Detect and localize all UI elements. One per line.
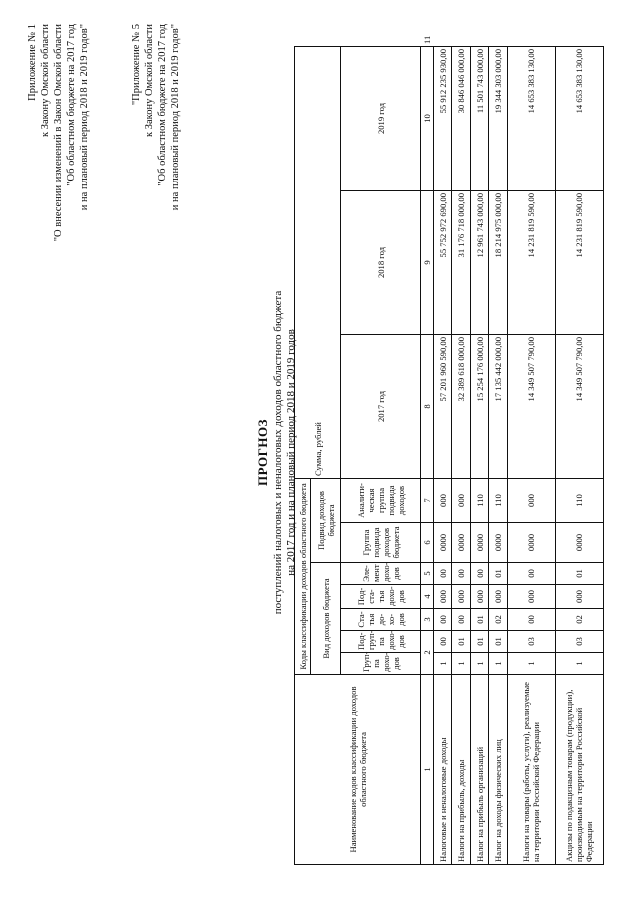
- row-name: Налоги на товары (работы, услуги), реализуемые на территории Российской Федерации: [507, 675, 555, 865]
- header-subarticle: Под-ста-тья дохо-дов: [341, 585, 421, 609]
- code-group: 1: [434, 653, 452, 675]
- code-article: 00: [452, 609, 470, 631]
- row-name: Налог на прибыль организаций: [470, 675, 488, 865]
- colnum-2: 2: [421, 631, 434, 675]
- code-subgroup: 01: [470, 631, 488, 653]
- code-element: 00: [434, 563, 452, 585]
- appendix-5-line1: "Приложение № 5: [131, 24, 142, 106]
- code-element: 00: [452, 563, 470, 585]
- value-2017: 57 201 960 590,00: [434, 335, 452, 479]
- appendix-1-line5: и на плановый период 2018 и 2019 годов": [79, 24, 90, 211]
- code-subtype-group: 0000: [555, 523, 603, 563]
- code-analytic-group: 110: [470, 479, 488, 523]
- value-2019: 11 501 743 000,00: [470, 46, 488, 190]
- value-2017: 14 349 507 790,00: [555, 335, 603, 479]
- table-row: [470, 46, 488, 864]
- row-name: Налоговые и неналоговые доходы: [434, 675, 452, 865]
- code-element: 00: [507, 563, 555, 585]
- header-2017: 2017 год: [341, 335, 421, 479]
- header-2019: 2019 год: [341, 46, 421, 190]
- colnum-9: 9: [421, 191, 434, 335]
- appendix-5-line2: к Закону Омской области: [144, 24, 155, 138]
- value-2017: 15 254 176 000,00: [470, 335, 488, 479]
- code-subgroup: 03: [555, 631, 603, 653]
- code-subtype-group: 0000: [489, 523, 507, 563]
- code-group: 1: [470, 653, 488, 675]
- value-2018: 31 176 718 000,00: [452, 191, 470, 335]
- row-name: Акцизы по подакцизным товарам (продукции), производимым на территории Российской Федерации: [555, 675, 603, 865]
- header-name: Наименование кодов классификации доходов областного бюджета: [295, 675, 421, 865]
- row-name: Налог на доходы физических лиц: [489, 675, 507, 865]
- code-subgroup: 01: [452, 631, 470, 653]
- code-subarticle: 000: [555, 585, 603, 609]
- colnum-8: 8: [421, 335, 434, 479]
- table-row: [507, 46, 555, 864]
- value-2018: 18 214 975 000,00: [489, 191, 507, 335]
- code-element: 00: [470, 563, 488, 585]
- header-codes: Коды классификации доходов областного бюджета: [295, 479, 311, 675]
- row-name: Налоги на прибыль, доходы: [452, 675, 470, 865]
- code-group: 1: [489, 653, 507, 675]
- code-article: 00: [507, 609, 555, 631]
- code-analytic-group: 000: [452, 479, 470, 523]
- colnum-1: 1: [421, 675, 434, 865]
- code-subgroup: 01: [489, 631, 507, 653]
- colnum-4: 4: [421, 585, 434, 609]
- value-2019: 19 344 303 000,00: [489, 46, 507, 190]
- code-element: 01: [489, 563, 507, 585]
- code-element: 01: [555, 563, 603, 585]
- colnum-6: 6: [421, 523, 434, 563]
- header-sum: Сумма, рублей: [295, 46, 341, 478]
- code-group: 1: [555, 653, 603, 675]
- header-analytic-group: Аналити-ческая группа подвида доходов: [341, 479, 421, 523]
- value-2017: 14 349 507 790,00: [507, 335, 555, 479]
- code-subgroup: 00: [434, 631, 452, 653]
- code-group: 1: [452, 653, 470, 675]
- value-2019: 55 912 235 930,00: [434, 46, 452, 190]
- colnum-3: 3: [421, 609, 434, 631]
- colnum-7: 7: [421, 479, 434, 523]
- header-subtype-group: Группа подвида доходов бюджета: [341, 523, 421, 563]
- code-article: 00: [434, 609, 452, 631]
- header-type: Вид доходов бюджета: [311, 563, 341, 675]
- code-article: 02: [489, 609, 507, 631]
- value-2017: 17 135 442 000,00: [489, 335, 507, 479]
- code-analytic-group: 110: [489, 479, 507, 523]
- value-2018: 14 231 819 590,00: [555, 191, 603, 335]
- revenue-forecast-table: [294, 35, 604, 865]
- table-row: [489, 46, 507, 864]
- code-subarticle: 000: [452, 585, 470, 609]
- appendix-5-block: [130, 24, 182, 444]
- appendix-1-line1: Приложение № 1: [27, 24, 38, 101]
- code-subtype-group: 0000: [470, 523, 488, 563]
- code-group: 1: [507, 653, 555, 675]
- value-2018: 55 752 972 690,00: [434, 191, 452, 335]
- table-row: [555, 46, 603, 864]
- table-row: [434, 46, 452, 864]
- value-2019: 14 653 383 130,00: [555, 46, 603, 190]
- code-subarticle: 000: [489, 585, 507, 609]
- value-2019: 14 653 383 130,00: [507, 46, 555, 190]
- code-subarticle: 000: [470, 585, 488, 609]
- table-body: [434, 46, 604, 864]
- header-group: Груп-па дохо-дов: [341, 653, 421, 675]
- appendix-1-line4: "Об областном бюджете на 2017 год: [66, 24, 77, 186]
- appendix-1-block: [26, 24, 91, 444]
- appendix-5-line4: и на плановый период 2018 и 2019 годов": [170, 24, 181, 211]
- code-subarticle: 000: [507, 585, 555, 609]
- subtitle-line2: на 2017 год и на плановый период 2018 и 2019 годов: [285, 329, 297, 576]
- document-title: ПРОГНОЗ: [255, 419, 270, 486]
- code-article: 01: [470, 609, 488, 631]
- header-article: Ста-тья до-хо-дов: [341, 609, 421, 631]
- appendix-5-line3: "Об областном бюджете на 2017 год: [157, 24, 168, 186]
- appendix-1-line3: "О внесении изменений в Закон Омской области: [53, 24, 64, 242]
- value-2019: 30 846 046 000,00: [452, 46, 470, 190]
- code-subgroup: 03: [507, 631, 555, 653]
- column-number-row: 1 2 3 4 5 6 7 8 9 10 11: [421, 46, 434, 864]
- code-analytic-group: 110: [555, 479, 603, 523]
- header-subtype: Подвид доходов бюджета: [311, 479, 341, 563]
- header-2018: 2018 год: [341, 191, 421, 335]
- code-subtype-group: 0000: [434, 523, 452, 563]
- value-2018: 12 961 743 000,00: [470, 191, 488, 335]
- value-2017: 32 389 618 000,00: [452, 335, 470, 479]
- appendix-1-line2: к Закону Омской области: [40, 24, 51, 138]
- subtitle-line1: поступлений налоговых и неналоговых доходов областного бюджета: [272, 290, 284, 615]
- colnum-5: 5: [421, 563, 434, 585]
- value-2018: 14 231 819 590,00: [507, 191, 555, 335]
- header-element: Эле-мент дохо-дов: [341, 563, 421, 585]
- table-row: [452, 46, 470, 864]
- code-analytic-group: 000: [507, 479, 555, 523]
- header-subgroup: Под-груп-па дохо-дов: [341, 631, 421, 653]
- code-article: 02: [555, 609, 603, 631]
- code-analytic-group: 000: [434, 479, 452, 523]
- colnum-10: 10: [421, 46, 434, 190]
- code-subarticle: 000: [434, 585, 452, 609]
- code-subtype-group: 0000: [452, 523, 470, 563]
- code-subtype-group: 0000: [507, 523, 555, 563]
